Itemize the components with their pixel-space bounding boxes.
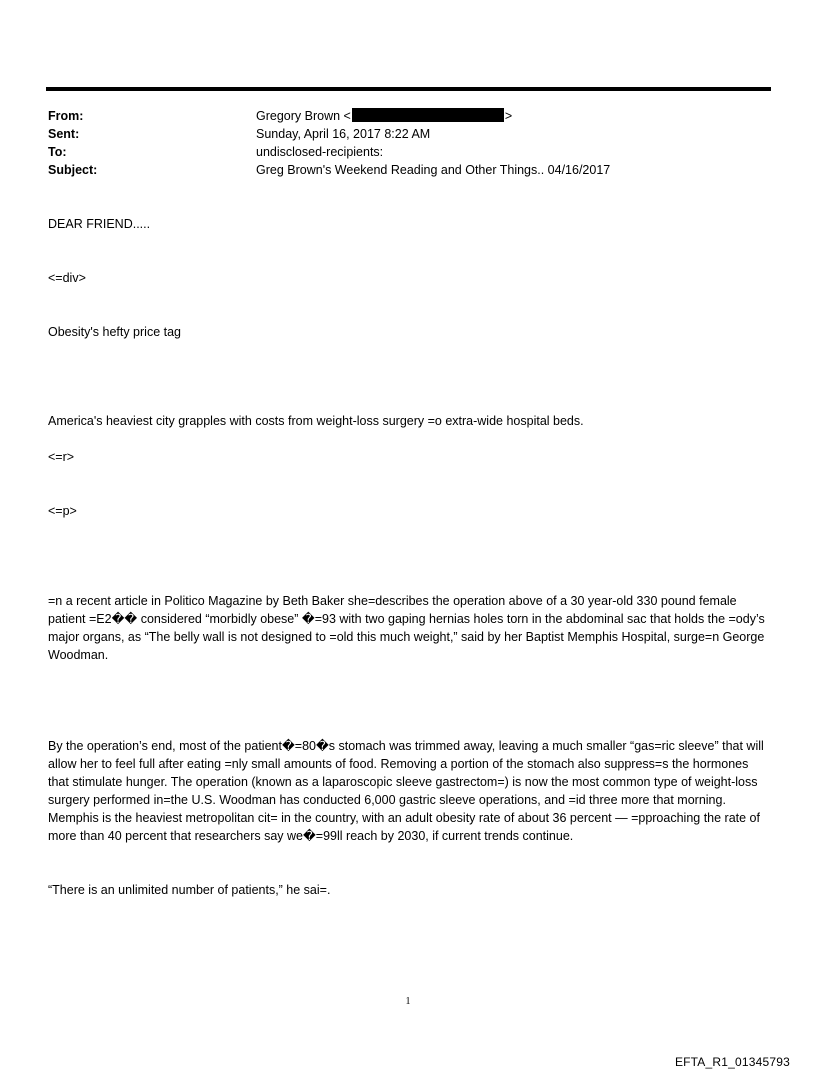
redaction-box [352,108,504,122]
article-subhead: America's heaviest city grapples with costs from weight-loss surgery =o extra-wide hospital beds. [48,414,584,428]
quote-paragraph: “There is an unlimited number of patients,” he sai=. [48,883,331,897]
from-value [256,107,512,125]
bates-number: EFTA_R1_01345793 [674,1055,790,1069]
sent-label: Sent: [48,127,80,141]
header-rule [46,87,771,91]
sent-value: Sunday, April 16, 2017 8:22 AM [256,127,431,141]
div-tag-text: <=div> [48,271,86,285]
r-tag-text: <=r> [48,450,75,464]
paragraph-1: =n a recent article in Politico Magazine by Beth Baker she=describes the operation above of a 30 year-old 330 pound female patient =E2�� considered “morbidly obese” �=93 with two gaping hernias holes torn in the abdominal sac that holds the =ody’s major organs, as “The belly wall is not designed to =old this much weight,” said by her Baptist Memphis Hospital, surge=n George Woodman. [48,594,765,662]
subject-value: Greg Brown's Weekend Reading and Other Things.. 04/16/2017 [256,163,611,177]
from-name: Gregory Brown < [256,109,351,123]
p-tag-text: <=p> [48,504,77,518]
to-value: undisclosed-recipients: [256,145,384,159]
paragraph-2: By the operation’s end, most of the patient�=80�s stomach was trimmed away, leaving a much smaller “gas=ric sleeve” that will allow her to feel full after eating =nly small amounts of food. Removing a portion of the stomach also suppress=s the hormones that stimulate hunger. The operation (known as a laparoscopic sleeve gastrectom=) is now the most common type of weight-loss surgery performed in=the U.S. Woodman has conducted 6,000 gastric sleeve operations, and =id three more that morning. Memphis is the heaviest metropolitan cit= in the country, with an adult obesity rate of about 36 percent — =pproaching the rate of more than 40 percent that researchers say we�=99ll reach by 2030, if current trends continue. [48,739,764,843]
page-number: 1 [405,996,411,1007]
from-close: > [504,109,513,123]
greeting: DEAR FRIEND..... [48,217,151,231]
subject-label: Subject: [48,163,98,177]
article-headline: Obesity's hefty price tag [48,325,182,339]
to-label: To: [48,145,67,159]
from-label: From: [48,109,84,123]
